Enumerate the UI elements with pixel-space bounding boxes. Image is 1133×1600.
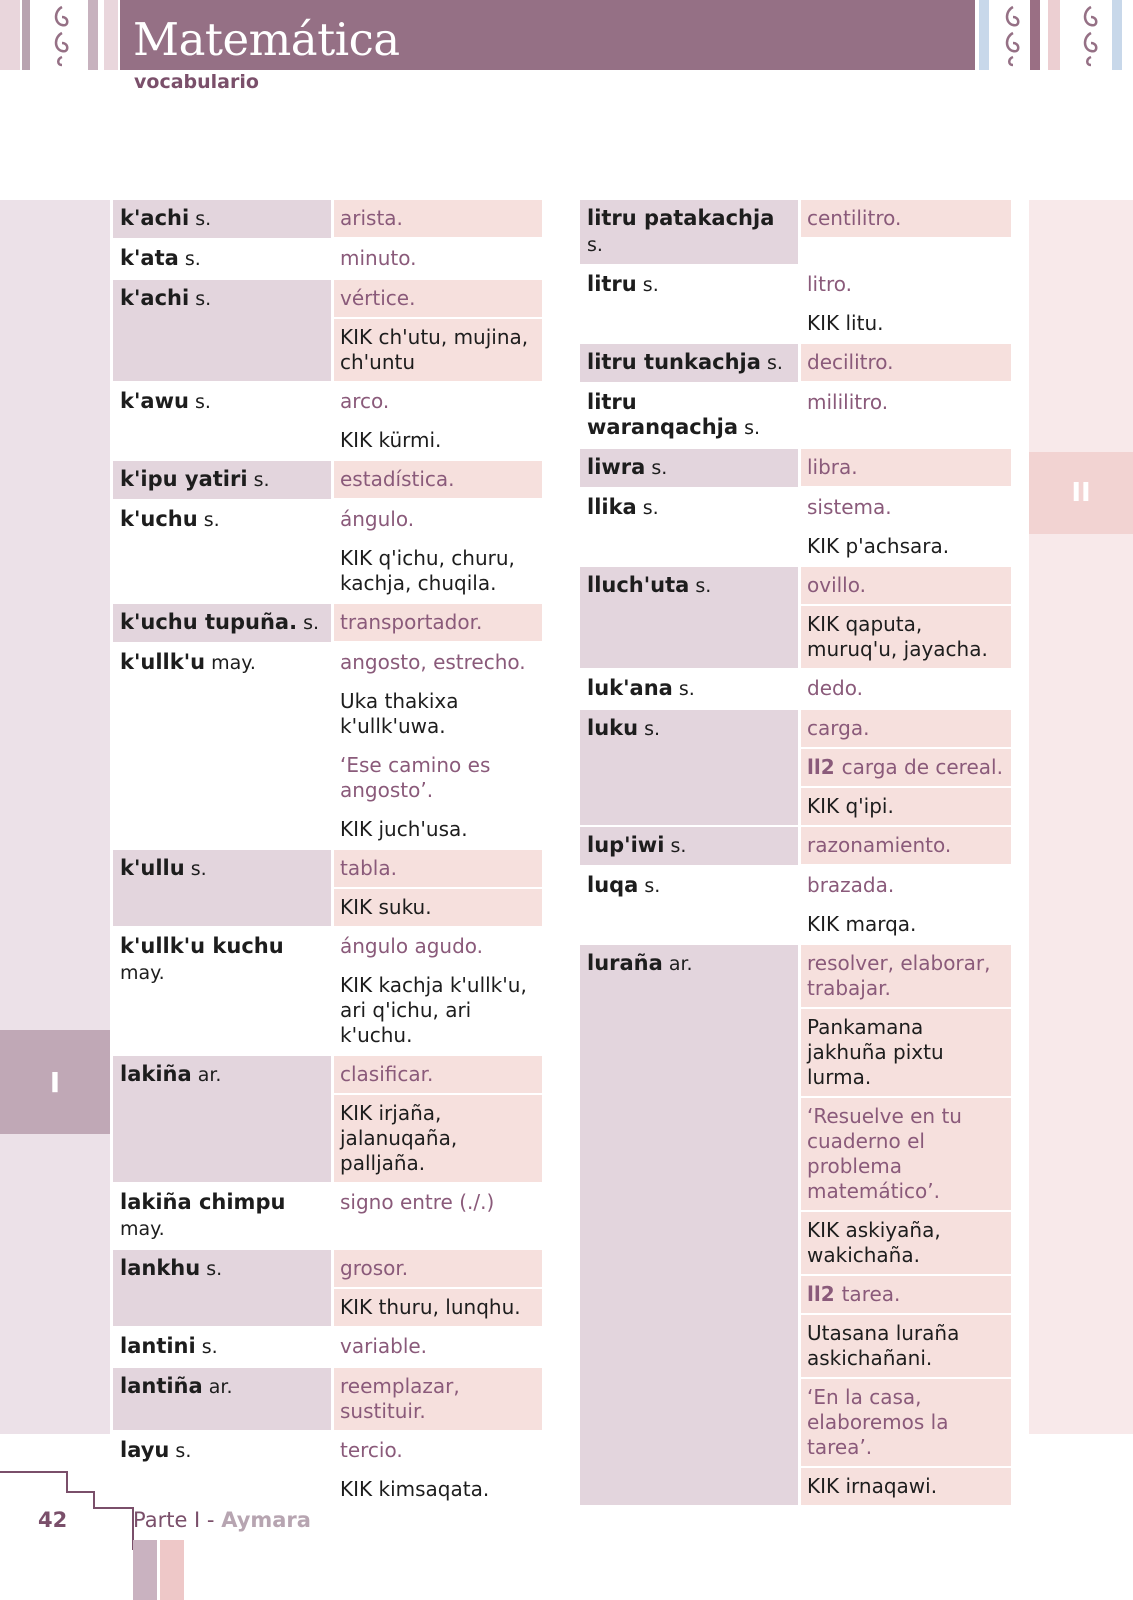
vocab-entry <box>113 850 542 926</box>
vocab-definitions <box>801 449 1011 487</box>
vocab-term <box>113 1328 331 1366</box>
term-word: k'achi <box>120 286 190 310</box>
term-pos: s. <box>636 497 659 519</box>
vocab-entry <box>580 710 1011 825</box>
vocab-entry <box>580 567 1011 668</box>
definition-gloss: arco. <box>340 389 390 413</box>
definition-gloss: ovillo. <box>801 567 1011 604</box>
vocab-definitions <box>334 1432 542 1508</box>
definition-kik: KIK kachja k'ullk'u, ari q'ichu, ari k'uchu. <box>340 973 527 1047</box>
term-word: luk'ana <box>587 676 673 700</box>
footer-language: Aymara <box>221 1508 311 1532</box>
left-side-band <box>0 200 110 1434</box>
vocab-definitions <box>801 384 1011 447</box>
sense-number: ll2 <box>807 755 842 779</box>
term-word: lankhu <box>120 1256 201 1280</box>
definition-text: tarea. <box>841 1282 901 1306</box>
definition-gloss: minuto. <box>340 246 417 270</box>
vocab-entry <box>113 604 542 642</box>
vocab-term <box>113 644 331 848</box>
vocab-term <box>113 1250 331 1326</box>
term-pos: s. <box>178 248 201 270</box>
vocab-term <box>580 867 798 943</box>
vocab-definitions <box>334 461 542 499</box>
definition-gloss: litro. <box>807 272 852 296</box>
vocab-definitions <box>334 928 542 1054</box>
definition-gloss: reemplazar, sustituir. <box>334 1368 542 1430</box>
vocab-entry <box>113 1056 542 1182</box>
vocab-entry <box>113 1432 542 1508</box>
definition-kik: KIK kürmi. <box>340 428 442 452</box>
footer-bar <box>160 1540 184 1600</box>
vocab-term <box>580 344 798 382</box>
definition-gloss: sistema. <box>807 495 892 519</box>
term-pos: s. <box>638 875 661 897</box>
vocab-definitions <box>334 1056 542 1182</box>
definition-gloss: signo entre (./.) <box>340 1190 495 1214</box>
term-pos: s. <box>297 612 320 634</box>
header-stripe-6 <box>1030 0 1040 70</box>
term-word: lakiña chimpu <box>120 1190 286 1214</box>
definition-gloss: razonamiento. <box>801 827 1011 864</box>
definition-gloss: decilitro. <box>801 344 1011 381</box>
term-word: litru waranqachja <box>587 390 739 439</box>
vocab-term <box>113 1432 331 1508</box>
definition-kik: KIK suku. <box>334 889 542 926</box>
definition-tr: ‘En la casa, elaboremos la tarea’. <box>801 1379 1011 1466</box>
definition-gloss: brazada. <box>807 873 895 897</box>
vocab-term <box>113 1368 331 1430</box>
vocab-term <box>580 266 798 342</box>
definition-gloss: libra. <box>801 449 1011 486</box>
vocab-term <box>580 384 798 447</box>
vocab-entry <box>113 200 542 238</box>
definition-kik: KIK ch'utu, mujina, ch'untu <box>334 319 542 381</box>
term-word: k'ata <box>120 246 179 270</box>
definition-ex: Pankamana jakhuña pixtu lurma. <box>801 1009 1011 1096</box>
footer-bar <box>133 1540 157 1600</box>
term-pos: may. <box>120 962 165 984</box>
vocab-term <box>113 1184 331 1248</box>
term-pos: ar. <box>662 953 693 975</box>
definition-kik: KIK qaputa, muruq'u, jayacha. <box>801 606 1011 668</box>
header-stripe-7 <box>1048 0 1060 70</box>
term-pos: s. <box>184 858 207 880</box>
page-number: 42 <box>38 1508 68 1532</box>
page-subtitle: vocabulario <box>134 71 259 93</box>
sense-number: ll2 <box>807 1282 842 1306</box>
definition-kik: KIK q'ipi. <box>801 788 1011 825</box>
term-pos: s. <box>636 274 659 296</box>
vocab-definitions <box>801 827 1011 865</box>
term-word: lluch'uta <box>587 573 690 597</box>
vocab-term <box>580 827 798 865</box>
vocab-term <box>113 1056 331 1182</box>
term-pos: s. <box>197 509 220 531</box>
term-word: lup'iwi <box>587 833 665 857</box>
definition-gloss: angosto, estrecho. <box>340 650 526 674</box>
spiral-ornament-icon <box>49 0 75 70</box>
vocab-term <box>113 461 331 499</box>
definition-tr: ‘Resuelve en tu cuaderno el problema matemático’. <box>801 1098 1011 1210</box>
definition-gloss: arista. <box>334 200 542 237</box>
vocab-entry <box>580 827 1011 865</box>
vocab-entry <box>113 1328 542 1366</box>
vocab-term <box>113 850 331 926</box>
term-pos: s. <box>672 678 695 700</box>
definition-kik: KIK juch'usa. <box>340 817 468 841</box>
term-pos: s. <box>689 575 712 597</box>
definition-gloss: tabla. <box>334 850 542 887</box>
definition-gloss: dedo. <box>807 676 863 700</box>
term-pos: s. <box>638 718 661 740</box>
term-pos: s. <box>189 208 212 230</box>
vocab-definitions <box>801 200 1011 264</box>
vocab-term <box>580 567 798 668</box>
term-word: k'uchu tupuña. <box>120 610 298 634</box>
term-word: lantini <box>120 1334 196 1358</box>
vocab-definitions <box>334 280 542 381</box>
vocab-definitions <box>334 200 542 238</box>
term-word: k'ullk'u <box>120 650 206 674</box>
vocab-entry <box>113 383 542 459</box>
spiral-ornament-icon <box>1078 0 1104 70</box>
definition-kik: KIK askiyaña, wakichaña. <box>801 1212 1011 1274</box>
term-word: luku <box>587 716 639 740</box>
vocab-column-right <box>580 200 1011 1507</box>
definition-var <box>801 749 1011 786</box>
vocab-term <box>113 604 331 642</box>
term-pos: s. <box>200 1258 223 1280</box>
vocab-entry <box>580 489 1011 565</box>
header-stripe-3 <box>88 0 98 70</box>
definition-ex: Utasana luraña askichañani. <box>801 1315 1011 1377</box>
term-pos: may. <box>120 1218 165 1240</box>
vocab-definitions <box>801 489 1011 565</box>
vocab-entry <box>580 945 1011 1505</box>
header-stripe-1 <box>0 0 20 70</box>
vocab-entry <box>580 384 1011 447</box>
vocab-definitions <box>334 1368 542 1430</box>
page-title: Matemática <box>133 13 400 66</box>
vocab-term <box>113 928 331 1054</box>
term-pos: s. <box>664 835 687 857</box>
section-tab-left[interactable]: I <box>0 1030 110 1134</box>
vocab-entry <box>580 344 1011 382</box>
definition-gloss: estadística. <box>334 461 542 498</box>
term-word: k'awu <box>120 389 189 413</box>
vocab-term <box>113 200 331 238</box>
definition-gloss: ángulo agudo. <box>340 934 484 958</box>
term-pos: s. <box>760 352 783 374</box>
definition-gloss: vértice. <box>334 280 542 317</box>
vocab-entry <box>113 1368 542 1430</box>
header-stripe-2 <box>22 0 30 70</box>
term-pos: s. <box>738 417 761 439</box>
term-word: lakiña <box>120 1062 192 1086</box>
vocab-entry <box>113 1184 542 1248</box>
definition-kik: KIK irnaqawi. <box>801 1468 1011 1505</box>
definition-kik: KIK kimsaqata. <box>340 1477 490 1501</box>
definition-gloss: transportador. <box>334 604 542 641</box>
definition-gloss: clasificar. <box>334 1056 542 1093</box>
vocab-entry <box>113 280 542 381</box>
definition-var <box>801 1276 1011 1313</box>
term-pos: ar. <box>202 1376 233 1398</box>
definition-gloss: grosor. <box>334 1250 542 1287</box>
section-tab-right[interactable]: II <box>1029 452 1133 534</box>
definition-kik: KIK thuru, lunqhu. <box>334 1289 542 1326</box>
definition-text: carga de cereal. <box>841 755 1003 779</box>
vocab-definitions <box>334 383 542 459</box>
vocab-definitions <box>334 240 542 278</box>
definition-tr: ‘Ese camino es angosto’. <box>340 753 491 802</box>
vocab-entry <box>580 200 1011 264</box>
header-stripe-8 <box>1112 0 1122 70</box>
vocab-entry <box>113 501 542 602</box>
header-stripe-5 <box>979 0 989 70</box>
term-pos: ar. <box>191 1064 222 1086</box>
term-pos: s. <box>645 457 668 479</box>
term-pos: s. <box>188 391 211 413</box>
term-pos: s. <box>247 469 270 491</box>
term-word: layu <box>120 1438 170 1462</box>
term-word: k'ullu <box>120 856 185 880</box>
term-word: llika <box>587 495 637 519</box>
term-pos: s. <box>189 288 212 310</box>
vocab-term <box>580 200 798 264</box>
header-stripe-4 <box>104 0 118 70</box>
vocab-term <box>580 945 798 1505</box>
vocab-entry <box>113 928 542 1054</box>
vocab-definitions <box>334 604 542 642</box>
definition-gloss: mililitro. <box>807 390 889 414</box>
vocab-term <box>113 280 331 381</box>
definition-kik: KIK q'ichu, churu, kachja, chuqila. <box>340 546 515 595</box>
vocab-definitions <box>334 644 542 848</box>
term-word: luqa <box>587 873 639 897</box>
vocab-definitions <box>334 1328 542 1366</box>
vocab-definitions <box>801 670 1011 708</box>
vocab-definitions <box>801 344 1011 382</box>
vocab-definitions <box>334 501 542 602</box>
spiral-ornament-icon <box>1000 0 1026 70</box>
right-side-band <box>1029 200 1133 1434</box>
vocab-definitions <box>334 1250 542 1326</box>
definition-gloss: centilitro. <box>801 200 1011 237</box>
vocab-column-left <box>113 200 542 1510</box>
definition-gloss: resolver, elaborar, trabajar. <box>801 945 1011 1007</box>
term-word: k'achi <box>120 206 190 230</box>
term-pos: s. <box>169 1440 192 1462</box>
term-pos: s. <box>587 234 603 256</box>
definition-kik: KIK marqa. <box>807 912 917 936</box>
term-pos: may. <box>205 652 256 674</box>
vocab-entry <box>113 1250 542 1326</box>
term-pos: s. <box>195 1336 218 1358</box>
definition-kik: KIK irjaña, jalanuqaña, palljaña. <box>334 1095 542 1182</box>
vocab-entry <box>580 449 1011 487</box>
term-word: litru <box>587 272 637 296</box>
term-word: liwra <box>587 455 646 479</box>
vocab-entry <box>580 670 1011 708</box>
definition-gloss: variable. <box>340 1334 428 1358</box>
footer-part: Parte I - <box>133 1508 222 1532</box>
vocab-entry <box>113 240 542 278</box>
definition-kik: KIK p'achsara. <box>807 534 950 558</box>
vocab-entry <box>580 867 1011 943</box>
vocab-term <box>580 489 798 565</box>
term-word: litru patakachja <box>587 206 775 230</box>
vocab-definitions <box>801 567 1011 668</box>
vocab-definitions <box>801 867 1011 943</box>
footer-step-line <box>0 1470 135 1550</box>
vocab-term <box>113 501 331 602</box>
footer-label <box>133 1508 311 1532</box>
vocab-term <box>113 240 331 278</box>
term-word: luraña <box>587 951 663 975</box>
term-word: k'uchu <box>120 507 198 531</box>
vocab-entry <box>580 266 1011 342</box>
vocab-term <box>580 449 798 487</box>
definition-gloss: ángulo. <box>340 507 415 531</box>
vocab-term <box>113 383 331 459</box>
vocab-entry <box>113 461 542 499</box>
definition-gloss: carga. <box>801 710 1011 747</box>
term-word: lantiña <box>120 1374 203 1398</box>
term-word: litru tunkachja <box>587 350 761 374</box>
definition-ex: Uka thakixa k'ullk'uwa. <box>340 689 459 738</box>
term-word: k'ullk'u kuchu <box>120 934 284 958</box>
vocab-term <box>580 670 798 708</box>
definition-gloss: tercio. <box>340 1438 403 1462</box>
definition-kik: KIK litu. <box>807 311 884 335</box>
vocab-definitions <box>334 850 542 926</box>
vocab-term <box>580 710 798 825</box>
vocab-definitions <box>334 1184 542 1248</box>
vocab-entry <box>113 644 542 848</box>
vocab-definitions <box>801 710 1011 825</box>
vocab-definitions <box>801 266 1011 342</box>
term-word: k'ipu yatiri <box>120 467 248 491</box>
vocab-definitions <box>801 945 1011 1505</box>
